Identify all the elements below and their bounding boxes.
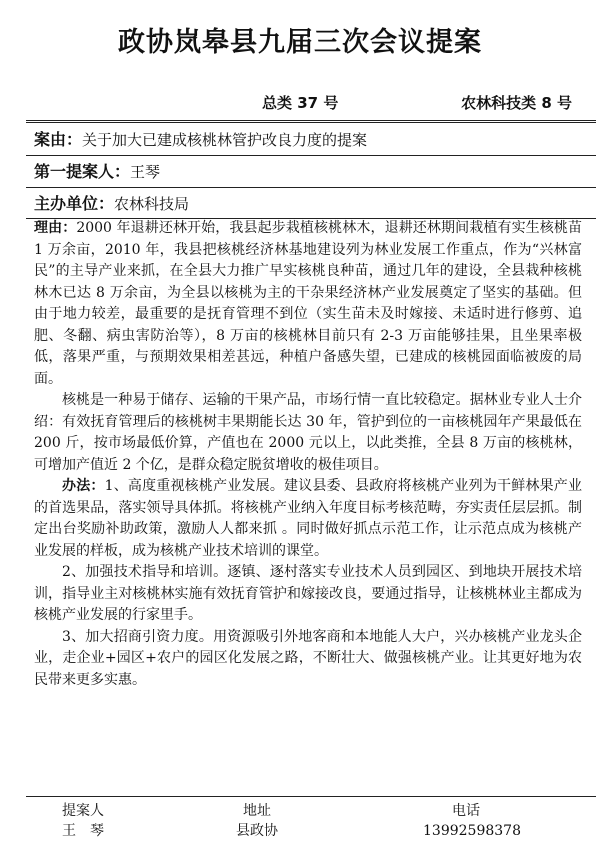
reason-label: 理由： — [34, 220, 77, 236]
proposal-numbers — [0, 92, 600, 114]
header-divider — [26, 120, 596, 123]
footer-header-phone: 电话 — [452, 803, 480, 819]
method-paragraph — [34, 476, 582, 562]
reason-paragraph — [34, 218, 582, 390]
method-paragraph-2: 2、加强技术指导和培训。逐镇、逐村落实专业技术人员到园区、到地块开展技术培训，指导业主对核桃林实施有效抚育管护和嫁接改良，要通过指导，让核桃林业主都成为核桃产业发展的行家里手。 — [34, 564, 582, 623]
footer-value-phone: 13992598378 — [423, 823, 521, 839]
footer-header-proposer: 提案人 — [62, 803, 104, 819]
divider — [26, 155, 596, 156]
proposer-value: 王琴 — [130, 163, 161, 181]
organizer-field — [34, 192, 189, 216]
category-number: 农林科技类 8 号 — [461, 94, 572, 112]
case-label: 案由： — [34, 130, 83, 149]
case-field — [34, 128, 367, 152]
method-paragraph-3: 3、加大招商引资力度。用资源吸引外地客商和本地能人大户，兴办核桃产业龙头企业，走企业+园区+农户的园区化发展之路，不断壮大、做强核桃产业。让其更好地为农民带来更多实惠。 — [34, 628, 582, 688]
organizer-label: 主办单位： — [34, 194, 115, 213]
method-text: 1、高度重视核桃产业发展。建议县委、县政府将核桃产业列为干鲜林果产业的首选果品，落实领导具体抓。将核桃产业纳入年度目标考核范畴，夯实责任层层抓。制定出台奖励补助政策，激励人人都来抓 。同时做好抓点示范工作，让示范点成为核桃产业发展的样板，成为核桃产业技术培训的课堂。 — [34, 478, 583, 559]
footer-header-address: 地址 — [243, 803, 271, 819]
footer-value-address: 县政协 — [236, 823, 278, 839]
case-value: 关于加大已建成核桃林管护改良力度的提案 — [82, 131, 368, 149]
footer-value-proposer: 王 琴 — [62, 823, 104, 839]
divider — [26, 187, 596, 188]
footer-divider — [26, 796, 596, 797]
method-label: 办法： — [62, 478, 105, 494]
proposer-label: 第一提案人： — [34, 162, 131, 181]
document-title: 政协岚皋县九届三次会议提案 — [118, 27, 482, 58]
proposer-field — [34, 160, 160, 184]
reason-text: 2000 年退耕还林开始，我县起步栽植核桃林木，退耕还林期间栽植有实生核桃苗 1 万余亩，2010 年，我县把核桃经济林基地建设列为林业发展工作重点，作为“兴林富民”的主导产业来抓，在全县大力推广早实核桃良种苗，通过几年的建设，全县栽种核桃林木已达 8 万余亩，为全县以核桃为主的干杂果经济林产业发展奠定了坚实的基础。但由于地力较差，最重要的是抚育管理不到位（实生苗未及时嫁接、未适时进行修剪、追肥、冬翻、病虫害防治等），8 万亩的核桃林目前只有 2-3 万亩能够挂果，且坐果率极低，落果严重，与预期效果相差甚远，种植户备感失望，已建成的核桃园面临被废的局面。 — [34, 220, 583, 387]
organizer-value: 农林科技局 — [114, 195, 190, 213]
reason-paragraph-2: 核桃是一种易于储存、运输的干果产品，市场行情一直比较稳定。据林业专业人士介绍：有效抚育管理后的核桃树丰果期能长达 30 年，管护到位的一亩核桃园年产果最低在 200 斤，按市场最低价算，产值也在 2000 元以上，以此类推，全县 8 万亩的核桃林，可增加产值近 2 个亿，是群众稳定脱贫增收的极佳项目。 — [34, 392, 582, 473]
proposal-body — [34, 218, 582, 691]
total-number: 总类 37 号 — [262, 94, 339, 112]
